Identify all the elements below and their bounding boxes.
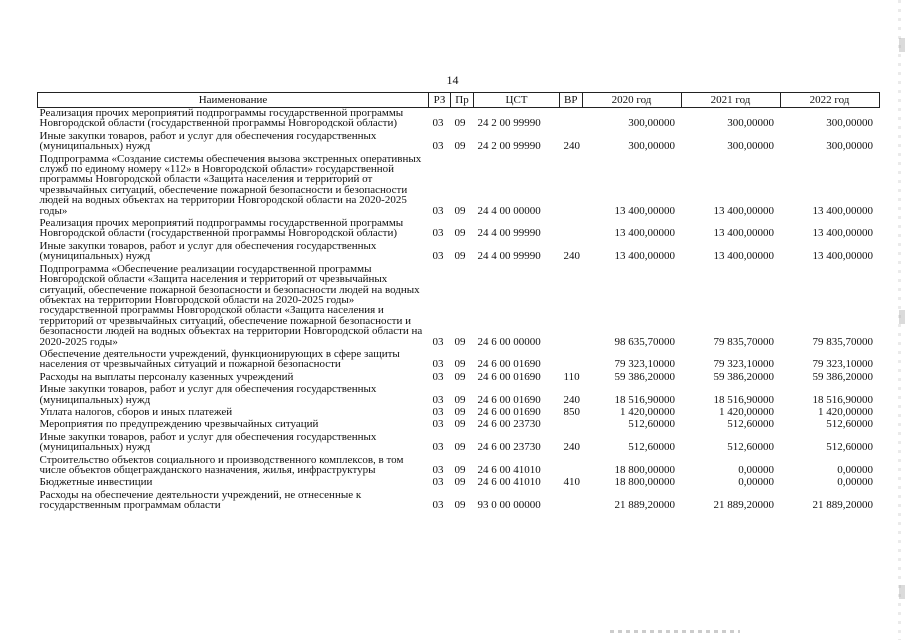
row-2022-cell: 21 889,20000 [812,499,873,512]
row-2021-cell: 79 323,10000 [713,358,774,371]
row-name-cell: Подпрограмма «Создание системы обеспечения вызова экстренных оперативных служб по единому номеру «112» в Новгородской области» государственной программы Новгородской области «Защита населения и территорий от чрезвычайных ситуаций, обеспечение пожарной безопасности и безопасности людей на водных объектах на территории Новгородской области на 2020-2025 годы» [39,152,422,217]
row-rz-cell: 03 [432,405,444,418]
table-row [38,432,880,455]
row-cst-cell: 24 6 00 23730 [477,441,541,454]
row-2021-cell: 21 889,20000 [713,499,774,512]
table-row [38,241,880,264]
row-name-cell: Иные закупки товаров, работ и услуг для обеспечения государственных (муниципальных) нужд [39,383,377,406]
row-2021-cell: 1 420,00000 [719,405,774,418]
row-name-cell: Реализация прочих мероприятий подпрограммы государственной программы Новгородской области (государственной программы Новгородской области) [39,217,404,240]
row-rz-cell: 03 [432,393,444,406]
row-rz-cell: 03 [432,204,444,217]
row-name-cell: Реализация прочих мероприятий подпрограммы государственной программы Новгородской области (государственной программы Новгородской области) [39,107,404,130]
row-2021-cell: 512,60000 [727,441,774,454]
row-pr-cell: 09 [454,204,466,217]
row-vr-cell: 110 [563,370,580,383]
row-2020-cell: 300,00000 [628,117,675,130]
row-rz-cell: 03 [432,117,444,130]
row-2022-cell: 300,00000 [826,117,873,130]
table-row [38,490,880,513]
row-vr-cell [560,349,583,372]
row-name-cell: Бюджетные инвестиции [39,476,153,489]
table-row [38,455,880,478]
row-2022-cell: 300,00000 [826,140,873,153]
column-header-rz: РЗ [429,93,451,108]
row-2021-cell: 0,00000 [738,464,774,476]
row-pr-cell: 09 [454,227,466,240]
row-cst-cell: 24 6 00 01690 [477,358,541,371]
row-2022-cell: 0,00000 [837,464,873,476]
scan-mark [899,38,905,52]
row-2021-cell: 512,60000 [727,418,774,431]
table-row [38,154,880,218]
row-vr-cell: 240 [563,250,580,263]
row-vr-cell: 410 [563,476,580,489]
row-2021-cell: 13 400,00000 [713,227,774,240]
table-row [38,108,880,131]
scan-mark [899,310,905,324]
row-name-cell: Уплата налогов, сборов и иных платежей [39,405,233,418]
table-row [38,131,880,154]
table-row [38,419,880,431]
row-2021-cell: 59 386,20000 [713,370,774,383]
row-rz-cell: 03 [432,499,444,512]
page-number: 14 [446,73,459,87]
row-name-cell: Расходы на обеспечение деятельности учреждений, не отнесенные к государственным программам области [39,488,362,512]
row-2021-cell: 13 400,00000 [713,250,774,263]
row-rz-cell: 03 [432,335,444,348]
table-header [38,93,880,108]
row-2022-cell: 1 420,00000 [818,405,873,418]
row-name-cell: Иные закупки товаров, работ и услуг для обеспечения государственных (муниципальных) нужд [39,129,377,153]
row-rz-cell: 03 [432,418,444,431]
row-2021-cell: 300,00000 [727,117,774,130]
row-cst-cell: 24 6 00 01690 [477,393,541,406]
scan-mark [899,585,905,599]
row-rz-cell: 03 [432,140,444,153]
row-cst-cell: 24 6 00 41010 [477,464,541,476]
row-name-cell: Строительство объектов социального и производственного комплексов, в том числе объектов общегражданского назначения, жилья, инфраструктуры [39,453,404,476]
row-pr-cell: 09 [454,441,466,454]
row-2022-cell: 13 400,00000 [812,250,873,263]
row-cst-cell: 24 6 00 01690 [477,405,541,418]
row-2020-cell: 98 635,70000 [614,335,675,348]
row-cst-cell: 93 0 00 00000 [477,499,541,512]
row-cst-cell: 24 4 00 99990 [477,227,541,240]
row-name-cell: Подпрограмма «Обеспечение реализации государственной программы Новгородской области «Защита населения и территорий от чрезвычайных ситуаций, обеспечение пожарной безопасности и безопасности людей на водных объектах на территории Новгородской области на 2020-2025 годы» государственной программы Новгородской области «Защита населения и территорий от чрезвычайных ситуаций, обеспечение пожарной безопасности и безопасности людей на водных объектах на территории Новгородской области на 2020-2025 годы» [39,262,423,348]
table-row [38,264,880,349]
row-vr-cell [560,108,583,131]
table-row [38,218,880,241]
row-pr-cell: 09 [454,418,466,431]
row-2022-cell: 512,60000 [826,418,873,431]
row-2020-cell: 13 400,00000 [614,204,675,217]
row-pr-cell: 09 [454,140,466,153]
row-pr-cell: 09 [454,464,466,476]
column-header-vr: ВР [560,93,583,108]
row-2022-cell: 79 323,10000 [812,358,873,371]
row-pr-cell: 09 [454,476,466,489]
row-pr-cell: 09 [454,393,466,406]
row-cst-cell: 24 4 00 00000 [477,204,541,217]
row-cst-cell: 24 6 00 01690 [477,370,541,383]
column-header-2020: 2020 год [582,93,681,108]
row-2021-cell: 18 516,90000 [713,393,774,406]
row-cst-cell: 24 6 00 23730 [477,418,541,431]
row-2022-cell: 18 516,90000 [812,393,873,406]
row-pr-cell: 09 [454,250,466,263]
row-2020-cell: 18 800,00000 [614,464,675,476]
row-vr-cell [560,218,583,241]
row-cst-cell: 24 2 00 99990 [477,117,541,130]
column-header-2022: 2022 год [780,93,879,108]
row-cst-cell: 24 2 00 99990 [477,140,541,153]
row-vr-cell: 240 [563,140,580,153]
row-2022-cell: 512,60000 [826,441,873,454]
row-rz-cell: 03 [432,441,444,454]
column-header-name: Наименование [38,93,429,108]
row-name-cell: Расходы на выплаты персоналу казенных учреждений [39,370,294,383]
row-cst-cell: 24 6 00 00000 [477,335,541,348]
row-vr-cell [560,490,583,513]
row-vr-cell: 850 [563,405,580,418]
row-2022-cell: 59 386,20000 [812,370,873,383]
budget-table [37,92,880,513]
row-2020-cell: 21 889,20000 [614,499,675,512]
table-body [38,108,880,513]
row-pr-cell: 09 [454,117,466,130]
row-pr-cell: 09 [454,499,466,512]
row-name-cell: Обеспечение деятельности учреждений, функционирующих в сфере защиты населения от чрезвычайных ситуаций и пожарной безопасности [39,347,400,371]
table-row [38,384,880,407]
row-2020-cell: 18 516,90000 [614,393,675,406]
column-header-cst: ЦСТ [474,93,560,108]
row-2021-cell: 13 400,00000 [713,204,774,217]
row-pr-cell: 09 [454,358,466,371]
row-pr-cell: 09 [454,370,466,383]
row-pr-cell: 09 [454,405,466,418]
row-cst-cell: 24 4 00 99990 [477,250,541,263]
row-name-cell: Мероприятия по предупреждению чрезвычайных ситуаций [39,418,319,431]
row-2020-cell: 1 420,00000 [620,405,675,418]
row-2021-cell: 79 835,70000 [713,335,774,348]
row-rz-cell: 03 [432,227,444,240]
row-2020-cell: 300,00000 [628,140,675,153]
row-vr-cell: 240 [563,393,580,406]
column-header-pr: Пр [451,93,474,108]
row-2020-cell: 18 800,00000 [614,476,675,489]
row-2020-cell: 79 323,10000 [614,358,675,371]
row-2021-cell: 0,00000 [738,476,774,489]
row-2020-cell: 13 400,00000 [614,227,675,240]
row-name-cell: Иные закупки товаров, работ и услуг для обеспечения государственных (муниципальных) нужд [39,239,377,263]
row-2022-cell: 13 400,00000 [812,204,873,217]
table-row [38,477,880,489]
row-rz-cell: 03 [432,250,444,263]
row-vr-cell [560,455,583,478]
column-header-2021: 2021 год [681,93,780,108]
row-vr-cell: 240 [563,441,580,454]
row-2020-cell: 13 400,00000 [614,250,675,263]
row-2020-cell: 59 386,20000 [614,370,675,383]
row-rz-cell: 03 [432,358,444,371]
row-2022-cell: 0,00000 [837,476,873,489]
row-2020-cell: 512,60000 [628,441,675,454]
row-name-cell: Иные закупки товаров, работ и услуг для обеспечения государственных (муниципальных) нужд [39,430,377,454]
row-rz-cell: 03 [432,370,444,383]
row-2022-cell: 79 835,70000 [812,335,873,348]
scan-smudge [610,630,740,633]
table-row [38,349,880,372]
row-cst-cell: 24 6 00 41010 [477,476,541,489]
row-2020-cell: 512,60000 [628,418,675,431]
row-vr-cell [560,264,583,349]
row-2021-cell: 300,00000 [727,140,774,153]
row-rz-cell: 03 [432,464,444,476]
row-vr-cell [560,154,583,218]
row-vr-cell [560,419,583,431]
row-2022-cell: 13 400,00000 [812,227,873,240]
row-pr-cell: 09 [454,335,466,348]
row-rz-cell: 03 [432,476,444,489]
